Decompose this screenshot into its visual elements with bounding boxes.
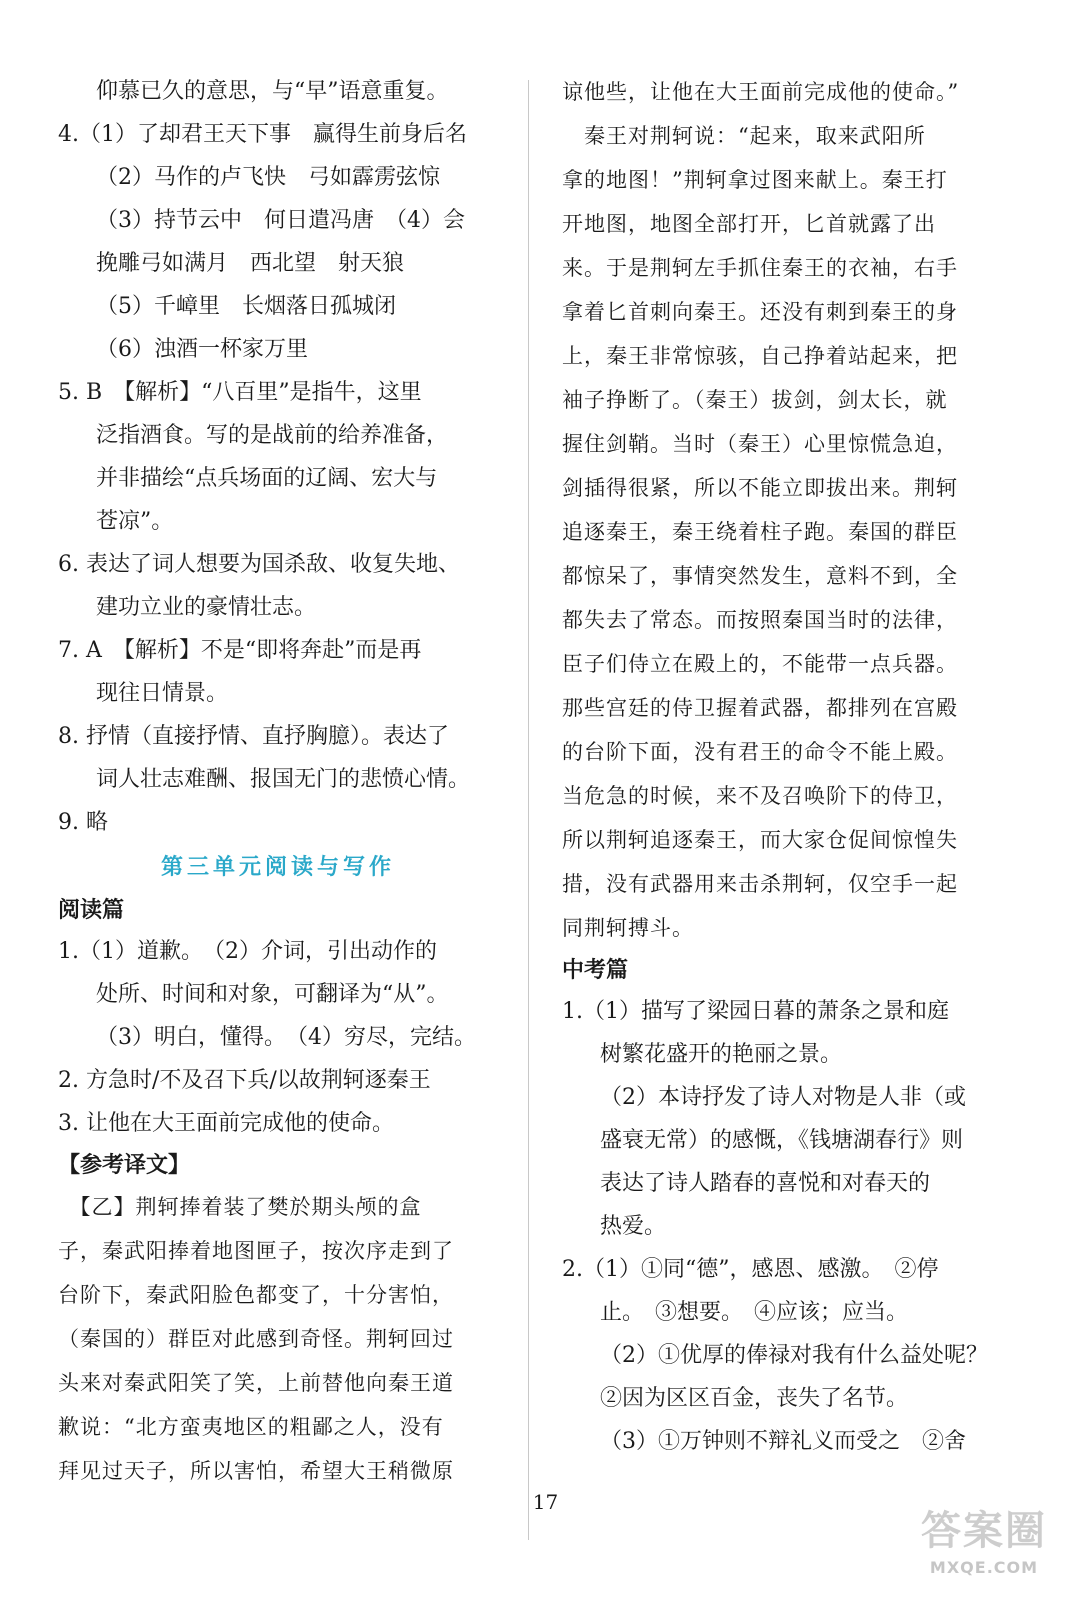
- answer-line: （2）①优厚的俸禄对我有什么益处呢？: [600, 1343, 988, 1368]
- answer-line: （5）千嶂里 长烟落日孤城闭: [96, 294, 396, 319]
- answer-line: 2.（1）①同“德”，感恩、感激。 ②停: [562, 1257, 939, 1282]
- answer-line: （2）本诗抒发了诗人对物是人非（或: [600, 1085, 966, 1110]
- translation-line: 开地图，地图全部打开，匕首就露了出: [562, 212, 936, 236]
- reading-answer-list: [58, 930, 498, 1145]
- page-number: 17: [532, 1490, 559, 1514]
- answer-line: 词人壮志难酬、报国无门的悲愤心情。: [96, 767, 471, 792]
- answer-line: 泛指酒食。写的是战前的给养准备，: [96, 423, 449, 448]
- answer-line: 盛衰无常）的感慨，《钱塘湖春行》则: [600, 1128, 964, 1153]
- exam-heading: 中考篇: [562, 957, 629, 983]
- answer-line: 8. 抒情（直接抒情、直抒胸臆）。表达了: [58, 724, 449, 749]
- translation-line: 袖子挣断了。（秦王）拔剑，剑太长，就: [562, 388, 948, 412]
- translation-line: 剑插得很紧，所以不能立即拔出来。荆轲: [562, 476, 958, 500]
- translation-paragraph-left: [58, 1185, 498, 1493]
- translation-line: 子，秦武阳捧着地图匣子，按次序走到了: [58, 1239, 454, 1263]
- translation-paragraph-right: [562, 70, 1002, 950]
- watermark-logo: [899, 1506, 1069, 1590]
- answer-line: 苍凉”。: [96, 509, 174, 534]
- exam-answer-list: [562, 990, 1002, 1463]
- answer-line: 2. 方急时/不及召下兵/以故荆轲逐秦王: [58, 1068, 431, 1093]
- translation-line: 臣子们侍立在殿上的，不能带一点兵器。: [562, 652, 958, 676]
- translation-line: 秦王对荆轲说：“起来，取来武阳所: [562, 124, 926, 148]
- watermark-url: MXQE.COM: [929, 1558, 1039, 1577]
- answer-line: 挽雕弓如满月 西北望 射天狼: [96, 251, 405, 276]
- answer-line: 5. B 【解析】“八百里”是指牛，这里: [58, 380, 422, 405]
- translation-line: 握住剑鞘。当时（秦王）心里惊慌急迫，: [562, 432, 958, 456]
- right-column: [562, 70, 1002, 1463]
- translation-line: 头来对秦武阳笑了笑，上前替他向秦王道: [58, 1371, 454, 1395]
- answer-line: （2）马作的卢飞快 弓如霹雳弦惊: [96, 165, 440, 190]
- translation-line: 歉说：“北方蛮夷地区的粗鄙之人，没有: [58, 1415, 444, 1439]
- translation-line: 来。于是荆轲左手抓住秦王的衣袖，右手: [562, 256, 958, 280]
- translation-heading: 【参考译文】: [58, 1152, 191, 1178]
- answer-line: ②因为区区百金，丧失了名节。: [600, 1386, 909, 1411]
- answer-line: 现往日情景。: [96, 681, 229, 706]
- translation-line: 【乙】荆轲捧着装了樊於期头颅的盒: [58, 1195, 422, 1219]
- left-answer-list: [58, 70, 498, 844]
- translation-line: 同荆轲搏斗。: [562, 916, 694, 940]
- answer-line: 3. 让他在大王面前完成他的使命。: [58, 1111, 394, 1136]
- answer-line: 4.（1）了却君王天下事 赢得生前身后名: [58, 122, 467, 147]
- answer-line: 仰慕已久的意思，与“早”语意重复。: [96, 79, 449, 104]
- section-title: 第三单元阅读与写作: [160, 854, 395, 880]
- translation-line: 的台阶下面，没有君王的命令不能上殿。: [562, 740, 958, 764]
- answer-line: （3）①万钟则不辩礼义而受之 ②舍: [600, 1429, 966, 1454]
- translation-line: （秦国的）群臣对此感到奇怪。荆轲回过: [58, 1327, 454, 1351]
- translation-line: 所以荆轲追逐秦王，而大家仓促间惊惶失: [562, 828, 958, 852]
- answer-line: 树繁花盛开的艳丽之景。: [600, 1042, 843, 1067]
- answer-line: 6. 表达了词人想要为国杀敌、收复失地、: [58, 552, 460, 577]
- answer-line: 7. A 【解析】不是“即将奔赴”而是再: [58, 638, 422, 663]
- column-divider: [528, 80, 529, 1540]
- translation-line: 那些宫廷的侍卫握着武器，都排列在宫殿: [562, 696, 958, 720]
- translation-line: 台阶下，秦武阳脸色都变了，十分害怕，: [58, 1283, 454, 1307]
- left-column: [58, 70, 498, 1493]
- translation-line: 拜见过天子，所以害怕，希望大王稍微原: [58, 1459, 454, 1483]
- translation-line: 谅他些，让他在大王面前完成他的使命。”: [562, 80, 960, 104]
- answer-line: 1.（1）道歉。 （2）介词，引出动作的: [58, 939, 437, 964]
- translation-line: 当危急的时候，来不及召唤阶下的侍卫，: [562, 784, 958, 808]
- translation-line: 拿着匕首刺向秦王。还没有刺到秦王的身: [562, 300, 958, 324]
- translation-line: 上，秦王非常惊骇，自己挣着站起来，把: [562, 344, 958, 368]
- translation-line: 追逐秦王，秦王绕着柱子跑。秦国的群臣: [562, 520, 958, 544]
- answer-line: 并非描绘“点兵场面的辽阔、宏大与: [96, 466, 438, 491]
- watermark-text: 答案圈: [921, 1508, 1047, 1554]
- answer-line: 热爱。: [600, 1214, 667, 1239]
- answer-line: （3）明白，懂得。 （4）穷尽，完结。: [96, 1025, 476, 1050]
- translation-line: 都失去了常态。而按照秦国当时的法律，: [562, 608, 958, 632]
- answer-line: 处所、时间和对象，可翻译为“从”。: [96, 982, 449, 1007]
- answer-line: （3）持节云中 何日遣冯唐 （4）会: [96, 208, 465, 233]
- answer-line: 止。 ③想要。 ④应该；应当。: [600, 1300, 909, 1325]
- translation-line: 措，没有武器用来击杀荆轲，仅空手一起: [562, 872, 958, 896]
- answer-line: （6）浊酒一杯家万里: [96, 337, 308, 362]
- reading-heading: 阅读篇: [58, 897, 125, 923]
- answer-line: 1.（1）描写了梁园日暮的萧条之景和庭: [562, 999, 949, 1024]
- translation-line: 都惊呆了，事情突然发生，意料不到，全: [562, 564, 958, 588]
- answer-line: 表达了诗人踏春的喜悦和对春天的: [600, 1171, 931, 1196]
- answer-line: 9. 略: [58, 810, 108, 835]
- translation-line: 拿的地图！”荆轲拿过图来献上。秦王打: [562, 168, 948, 192]
- answer-line: 建功立业的豪情壮志。: [96, 595, 317, 620]
